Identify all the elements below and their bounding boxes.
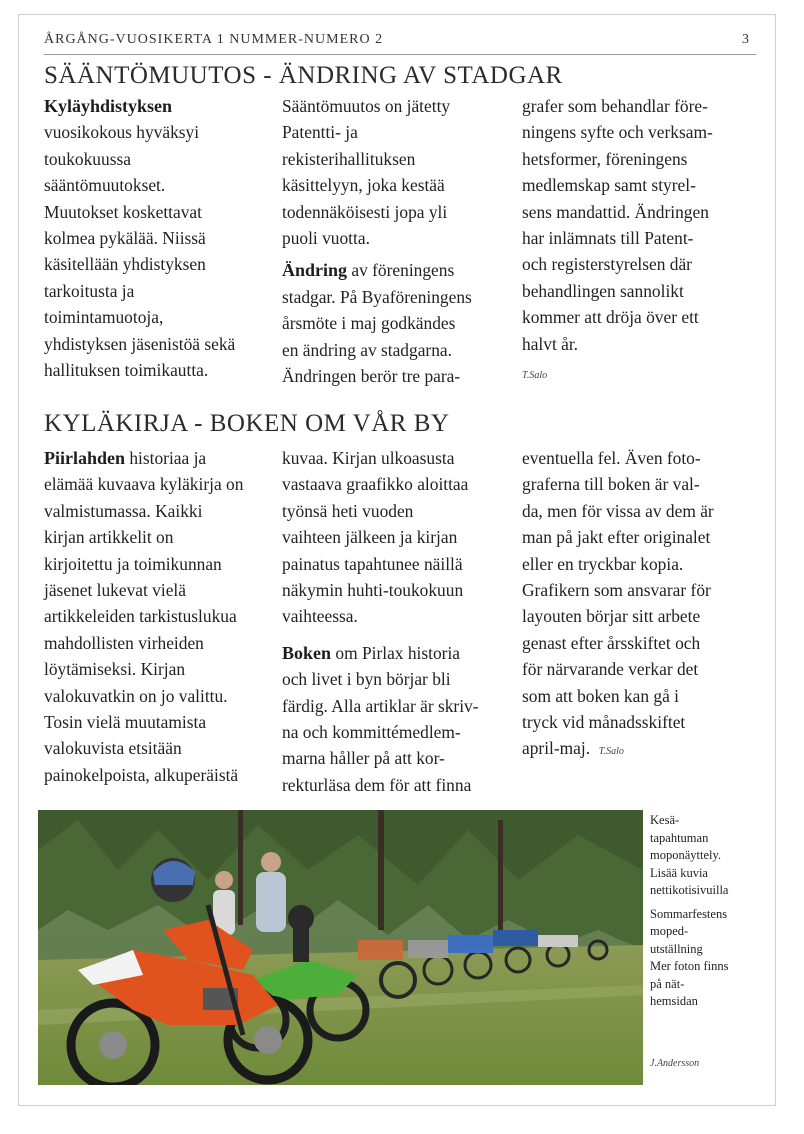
text-line: kuvaa. Kirjan ulkoasusta	[282, 448, 455, 468]
text-line: ningens syfte och verksam-	[522, 122, 713, 143]
text-line: Mer foton finns	[650, 959, 729, 973]
text-line: tryck vid månadsskiftet	[522, 711, 686, 732]
text-line: hallituksen toimikautta.	[44, 359, 209, 380]
section2-column-3	[522, 445, 754, 762]
text-line: sääntömuutokset.	[44, 175, 166, 196]
text-line: halvt år.	[522, 333, 579, 354]
text-line: rekturläsa dem för att finna	[282, 774, 472, 795]
text-line: och livet i byn börjar bli	[282, 669, 451, 690]
page-number: 3	[742, 32, 750, 47]
text-line: medlemskap samt styrel-	[522, 175, 696, 196]
running-header	[44, 32, 756, 55]
text-line: käsittelyyn, joka kestää	[282, 175, 445, 196]
text-line: painokelpoista, alkuperäistä	[44, 764, 239, 785]
column-lines	[522, 93, 754, 357]
text-line: moponäyttely.	[650, 848, 722, 862]
lead-rest: om Pirlax historia	[331, 642, 461, 663]
column-lines	[282, 445, 514, 630]
text-line: vuosikokous hyväksyi	[44, 122, 200, 143]
text-line: Sommarfestens	[650, 906, 728, 921]
section1-column-3	[522, 93, 754, 383]
text-line: työnsä heti vuoden	[282, 500, 414, 521]
text-line: toimintamuotoja,	[44, 307, 164, 328]
lead-word: Boken	[282, 642, 332, 663]
text-line: Grafikern som ansvarar för	[522, 579, 711, 600]
text-line: färdig. Alla artiklar är skriv-	[282, 695, 479, 716]
text-line: nettikotisivuilla	[650, 883, 729, 897]
author-signature: T.Salo	[598, 746, 624, 758]
lead-word: Piirlahden	[44, 448, 126, 468]
issue-label: ÅRGÅNG-VUOSIKERTA 1 NUMMER-NUMERO 2	[44, 32, 384, 47]
text-line: puoli vuotta.	[282, 227, 370, 248]
text-line: Muutokset koskettavat	[44, 201, 202, 222]
caption-swedish	[650, 906, 760, 1011]
text-line: utställning	[650, 941, 703, 956]
text-line: layouten börjar sitt arbete	[522, 606, 701, 627]
text-line: käsitellään yhdistyksen	[44, 254, 206, 275]
text-line: Lisää kuvia	[650, 865, 708, 880]
text-line: moped-	[650, 924, 689, 938]
text-line: sens mandattid. Ändringen	[522, 201, 709, 222]
text-line: för närvarande verkar det	[522, 659, 699, 680]
text-line: grafer som behandlar före-	[522, 96, 708, 116]
text-line: graferna till boken är val-	[522, 474, 700, 495]
text-line: Patentti- ja	[282, 122, 358, 143]
caption-finnish	[650, 812, 760, 900]
text-line: och registerstyrelsen där	[522, 254, 692, 275]
text-line: löytämiseksi. Kirjan	[44, 659, 186, 680]
section-title-stadgar: SÄÄNTÖMUUTOS - ÄNDRING AV STADGAR	[44, 62, 563, 89]
text-line: man på jakt efter originalet	[522, 527, 711, 548]
column-lines	[282, 93, 514, 251]
text-line: genast efter årsskiftet och	[522, 632, 701, 653]
column-lines	[44, 471, 276, 788]
column-lines	[522, 445, 754, 735]
text-line: Kesä-	[650, 813, 680, 827]
text-line: kirjoitettu ja toimikunnan	[44, 553, 222, 574]
section1-column-1	[44, 93, 276, 383]
section2-column-2	[282, 445, 514, 798]
text-line: eller en tryckbar kopia.	[522, 553, 684, 574]
text-line: näkymin huhti-toukokuun	[282, 579, 464, 600]
text-line: vastaava graafikko aloittaa	[282, 474, 469, 495]
text-line: kolmea pykälää. Niissä	[44, 227, 206, 248]
text-line: da, men för vissa av dem är	[522, 500, 714, 521]
text-line: en ändring av stadgarna.	[282, 339, 452, 360]
text-line: stadgar. På Byaföreningens	[282, 286, 472, 307]
text-line: tarkoitusta ja	[44, 280, 135, 301]
text-line: behandlingen sannolikt	[522, 280, 684, 301]
text-line: vaihteessa.	[282, 606, 358, 627]
lead-word: Kyläyhdistyksen	[44, 96, 173, 116]
column-lines	[282, 666, 514, 798]
text-line: tapahtuman	[650, 830, 709, 845]
text-line: painatus tapahtunee näillä	[282, 553, 463, 574]
text-line: eventuella fel. Även foto-	[522, 448, 701, 468]
text-line: rekisterihallituksen	[282, 148, 416, 169]
text-line: hetsformer, föreningens	[522, 148, 688, 169]
text-line: kommer att dröja över ett	[522, 307, 699, 328]
text-line: kirjan artikkelit on	[44, 527, 174, 548]
section1-column-2	[282, 93, 514, 389]
text-line: elämää kuvaava kyläkirja on	[44, 474, 244, 495]
last-line: april-maj.	[522, 738, 591, 759]
text-line: vaihteen jälkeen ja kirjan	[282, 527, 458, 548]
text-line: har inlämnats till Patent-	[522, 227, 694, 248]
text-line: artikkeleiden tarkistuslukua	[44, 606, 237, 627]
column-lines	[44, 119, 276, 383]
text-line: valmistumassa. Kaikki	[44, 500, 203, 521]
text-line: årsmöte i maj godkändes	[282, 313, 456, 334]
text-line: todennäköisesti jopa yli	[282, 201, 448, 222]
section2-column-1	[44, 445, 276, 788]
section-title-kylakirja: KYLÄKIRJA - BOKEN OM VÅR BY	[44, 410, 450, 437]
column-lines	[282, 284, 514, 390]
text-line: valokuvatkin on jo valittu.	[44, 685, 228, 706]
text-line: na och kommittémedlem-	[282, 721, 461, 742]
lead-word: Ändring	[282, 260, 348, 281]
text-line: på nät-	[650, 976, 685, 991]
moped-exhibition-photo	[38, 810, 643, 1085]
text-line: jäsenet lukevat vielä	[44, 579, 186, 600]
text-line: toukokuussa	[44, 148, 131, 169]
text-line: som att boken kan gå i	[522, 685, 679, 706]
text-line: hemsidan	[650, 994, 698, 1008]
text-line: Tosin vielä muutamista	[44, 711, 207, 732]
text-line: mahdollisten virheiden	[44, 632, 204, 653]
text-line: yhdistyksen jäsenistöä sekä	[44, 333, 236, 354]
photo-caption	[650, 812, 760, 1011]
text-line: marna håller på att kor-	[282, 748, 445, 769]
text-line: Ändringen berör tre para-	[282, 365, 461, 386]
lead-rest: av föreningens	[347, 260, 455, 281]
lead-rest: historiaa ja	[125, 448, 207, 468]
photo-credit: J.Andersson	[650, 1058, 700, 1069]
text-line: valokuvista etsitään	[44, 738, 182, 759]
author-signature: T.Salo	[522, 369, 548, 381]
text-line: Sääntömuutos on jätetty	[282, 96, 451, 116]
